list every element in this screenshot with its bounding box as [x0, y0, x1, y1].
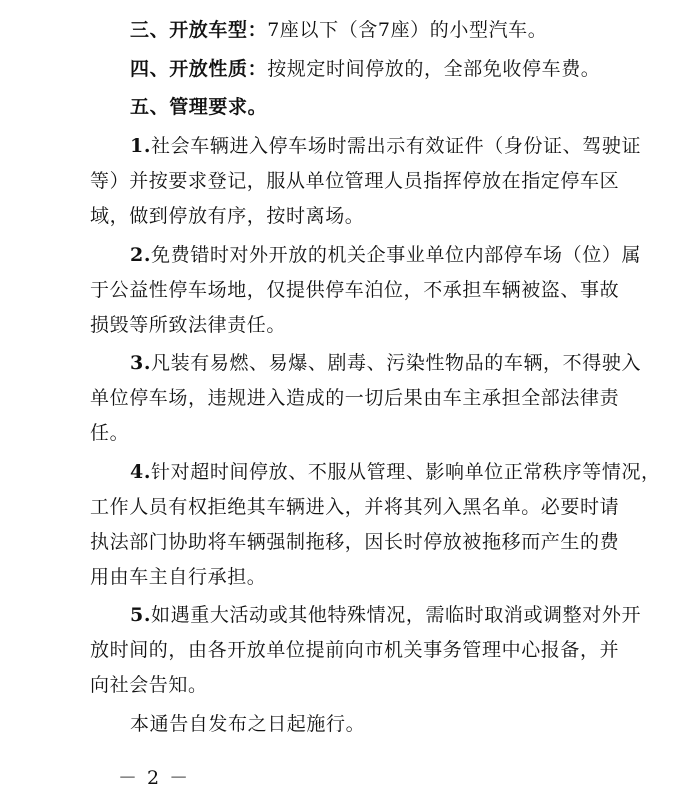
- section-3-body: 7座以下（含7座）的小型汽车。: [267, 19, 548, 41]
- item-3-line-2: 单位停车场，违规进入造成的一切后果由车主承担全部法律责: [90, 387, 620, 409]
- item-4-line-3: 执法部门协助将车辆强制拖移，因长时停放被拖移而产生的费: [90, 531, 620, 553]
- item-1-line-2: 等）并按要求登记，服从单位管理人员指挥停放在指定停车区: [90, 170, 620, 192]
- item-3-line-1: [130, 351, 641, 375]
- item-1-line-1: [130, 134, 641, 158]
- item-4-text-1: 针对超时间停放、不服从管理、影响单位正常秩序等情况，: [151, 461, 661, 483]
- item-4-line-1: [130, 460, 661, 484]
- item-4-line-4: 用由车主自行承担。: [90, 566, 267, 588]
- page-number: － 2 －: [118, 767, 191, 789]
- section-4: [130, 57, 600, 81]
- item-3-text-1: 凡装有易燃、易爆、剧毒、污染性物品的车辆，不得驶入: [151, 352, 642, 374]
- item-3-number: 3.: [130, 352, 152, 374]
- item-2-line-3: 损毁等所致法律责任。: [90, 314, 287, 336]
- item-2-text-1: 免费错时对外开放的机关企事业单位内部停车场（位）属: [151, 244, 642, 266]
- item-2-line-2: 于公益性停车场地，仅提供停车泊位，不承担车辆被盗、事故: [90, 279, 620, 301]
- item-5-number: 5.: [130, 604, 152, 626]
- item-4-number: 4.: [130, 461, 152, 483]
- item-1-number: 1.: [130, 135, 152, 157]
- section-4-heading: 四、开放性质：: [130, 58, 268, 80]
- section-3-heading: 三、开放车型：: [130, 19, 268, 41]
- item-5-line-2: 放时间的，由各开放单位提前向市机关事务管理中心报备，并: [90, 639, 620, 661]
- item-1-text-1: 社会车辆进入停车场时需出示有效证件（身份证、驾驶证: [151, 135, 642, 157]
- item-5-line-3: 向社会告知。: [90, 674, 208, 696]
- item-2-line-1: [130, 243, 641, 267]
- item-5-line-1: [130, 603, 641, 627]
- closing-statement: 本通告自发布之日起施行。: [130, 713, 366, 735]
- section-3: [130, 18, 547, 42]
- section-5-heading: 五、管理要求。: [130, 96, 268, 118]
- section-4-body: 按规定时间停放的，全部免收停车费。: [267, 58, 601, 80]
- item-2-number: 2.: [130, 244, 152, 266]
- item-5-text-1: 如遇重大活动或其他特殊情况，需临时取消或调整对外开: [151, 604, 642, 626]
- item-1-line-3: 域，做到停放有序，按时离场。: [90, 205, 365, 227]
- item-3-line-3: 任。: [90, 422, 130, 444]
- item-4-line-2: 工作人员有权拒绝其车辆进入，并将其列入黑名单。必要时请: [90, 496, 620, 518]
